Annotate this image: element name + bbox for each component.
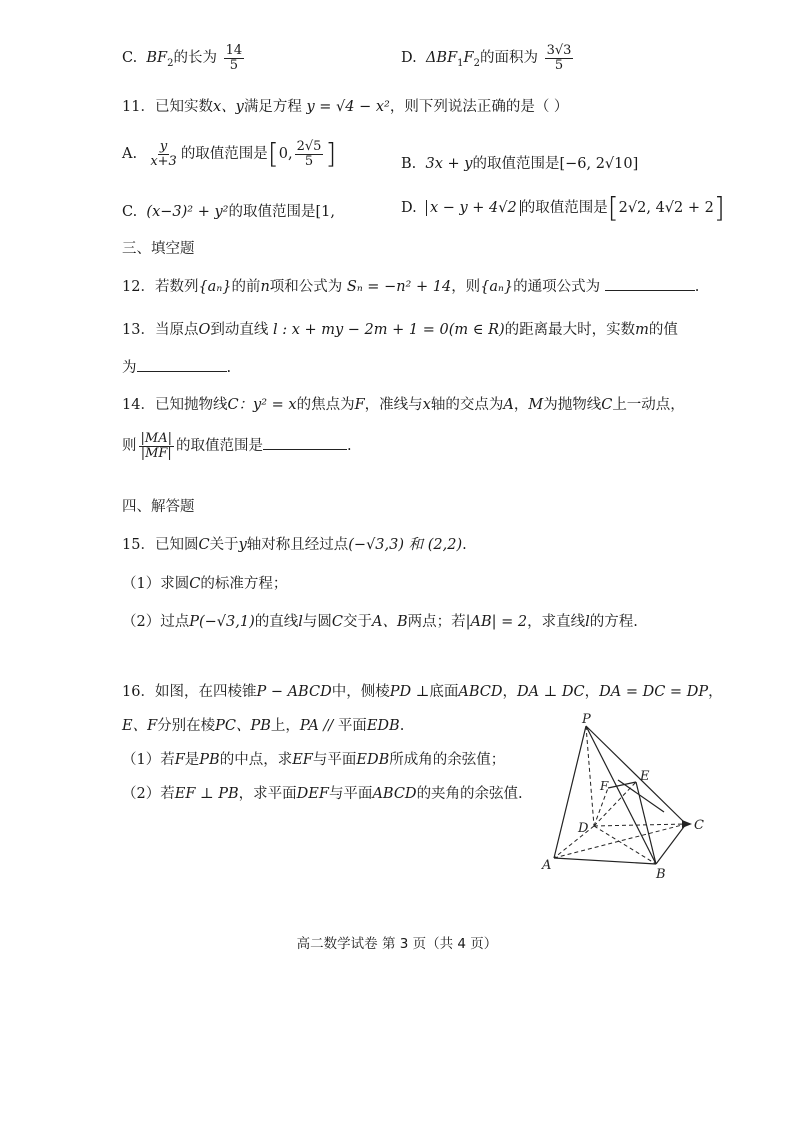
label-p: P (582, 712, 591, 727)
q10-option-d: D. $\Delta BF_1F_2$的面积为 $\frac{3√3}{5}$ (401, 43, 572, 73)
edge-pb (586, 726, 656, 864)
section-title-solutions: 四、解答题 (122, 499, 195, 515)
edge-df (594, 788, 608, 826)
q16-line1: 16．如图，在四棱锥P − ABCD中，侧棱PD ⊥底面ABCD，DA ⊥ DC，DA = DC = DP， (122, 684, 723, 700)
edge-pc (586, 726, 686, 824)
fraction: $\frac{3√3}{5}$ (546, 43, 572, 73)
q11-stem: 11．已知实数x、y满足方程 y = √4 − x²，则下列说法正确的是（ ） (122, 99, 569, 115)
label-d: D (578, 821, 589, 836)
edge-pd (586, 726, 594, 826)
page-footer: 高二数学试卷 第 3 页（共 4 页） (296, 936, 498, 952)
answer-blank[interactable] (263, 435, 347, 451)
label-f: F (600, 779, 609, 793)
q11-option-c: C. (x−3)² + y²的取值范围是[1, (122, 204, 335, 220)
q11-option-b: B. 3x + y的取值范围是[−6, 2√10] (401, 156, 639, 172)
label-c: C (694, 818, 704, 833)
q13-line1: 13．当原点O到动直线 l : x + my − 2m + 1 = 0(m ∈ R)的距离最大时，实数m的值 (122, 322, 678, 338)
q16-part1: （1）若F是PB的中点，求EF与平面EDB所成角的余弦值； (122, 752, 506, 768)
edge-dc (594, 824, 686, 826)
q16-part2: （2）若EF ⊥ PB，求平面DEF与平面ABCD的夹角的余弦值. (122, 786, 523, 802)
q11-option-a: A. $\frac{y}{x+3}$ 的取值范围是[0, $\frac{2√5}{5}$ ] (122, 137, 337, 171)
q10-option-c: C. $BF_2$的长为 $\frac{14}{5}$ (122, 43, 243, 73)
label-e: E (640, 769, 650, 784)
q14-line2: 则 $\frac{|MA|}{|MF|}$ 的取值范围是 . (122, 431, 352, 461)
edge-bc (656, 824, 686, 864)
pyramid-figure (536, 712, 714, 884)
q16-line2: E、F分别在棱PC、PB上，PA // 平面EDB. (122, 718, 405, 734)
edge-ac (554, 824, 686, 858)
q15-stem: 15．已知圆C关于y轴对称且经过点(−√3,3) 和 (2,2). (122, 537, 467, 553)
label-a: A (542, 858, 552, 873)
q11-option-d: D. x − y + 4√2 的取值范围是[2√2, 4√2 + 2] (401, 191, 725, 224)
q14-line1: 14．已知抛物线C：y² = x的焦点为F，准线与x轴的交点为A，M为抛物线C上一动点， (122, 397, 685, 413)
edge-ab (554, 858, 656, 864)
q12: 12．若数列{aₙ}的前n项和公式为 Sₙ = −n² + 14，则{aₙ}的通项公式为 . (122, 275, 699, 296)
arrow-c (682, 820, 692, 828)
label-b: B (656, 867, 666, 882)
answer-blank[interactable] (137, 357, 227, 373)
section-title-fill-in: 三、填空题 (122, 241, 195, 257)
edge-pa (554, 726, 586, 858)
q15-part2: （2）过点P(−√3,1)的直线l与圆C交于A、B两点；若|AB| = 2，求直线l的方程. (122, 614, 638, 630)
q13-line2: 为 . (122, 356, 231, 377)
answer-blank[interactable] (605, 276, 695, 292)
q15-part1: （1）求圆C的标准方程； (122, 576, 288, 592)
fraction: $\frac{14}{5}$ (225, 43, 243, 73)
